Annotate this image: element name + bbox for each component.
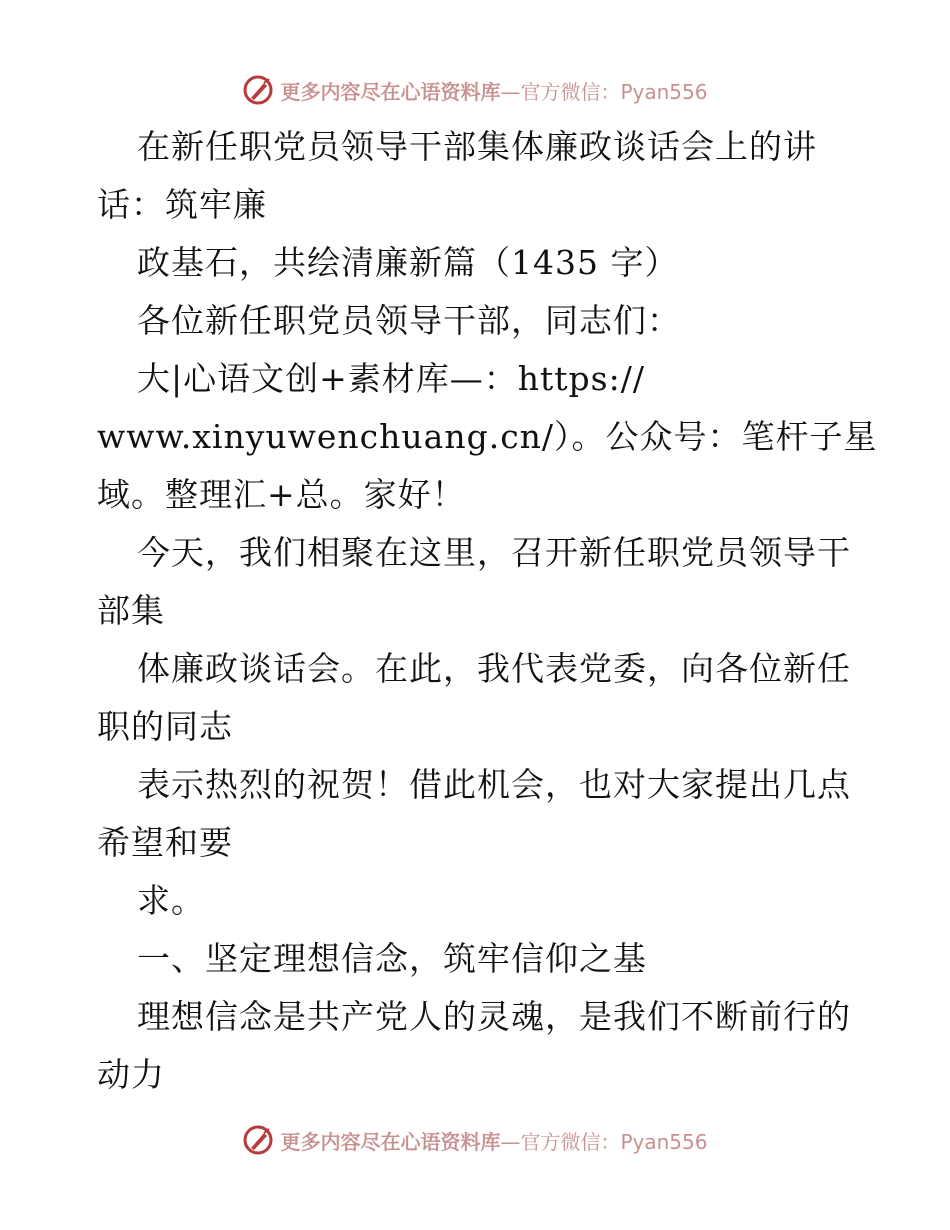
footer-banner	[0, 1120, 950, 1160]
text-line: www.xinyuwenchuang.cn/）。公众号：笔杆子星	[97, 417, 878, 456]
document-body	[97, 118, 877, 1104]
text-line: 理想信念是共产党人的灵魂，是我们不断前行的	[137, 997, 851, 1036]
text-line: 政基石，共绘清廉新篇（1435 字）	[137, 243, 679, 282]
banner-contact: 官方微信：Pyan556	[520, 79, 708, 104]
text-line: 表示热烈的祝贺！借此机会，也对大家提出几点	[137, 765, 851, 804]
text-line: 各位新任职党员领导干部，同志们：	[137, 301, 681, 340]
banner-text	[280, 1126, 707, 1155]
text-line: 动力	[97, 1055, 165, 1094]
banner-separator: —	[500, 1129, 521, 1154]
quill-logo-icon	[242, 1124, 274, 1156]
banner-separator: —	[500, 79, 521, 104]
banner-text	[280, 76, 707, 105]
banner-contact: 官方微信：Pyan556	[520, 1129, 708, 1154]
banner-main: 更多内容尽在心语资料库	[280, 79, 501, 104]
text-line: 话：筑牢廉	[97, 185, 267, 224]
text-line: 部集	[97, 591, 165, 630]
text-line: 大|心语文创+素材库—：https://	[137, 359, 645, 398]
text-line: 职的同志	[97, 707, 233, 746]
text-line: 今天，我们相聚在这里，召开新任职党员领导干	[137, 533, 851, 572]
text-line: 希望和要	[97, 823, 233, 862]
text-line: 在新任职党员领导干部集体廉政谈话会上的讲	[137, 127, 817, 166]
text-line: 体廉政谈话会。在此，我代表党委，向各位新任	[137, 649, 851, 688]
text-line: 求。	[137, 881, 205, 920]
quill-logo-icon	[242, 74, 274, 106]
section-heading: 一、坚定理想信念，筑牢信仰之基	[137, 939, 647, 978]
text-line: 域。整理汇+总。家好！	[97, 475, 466, 514]
banner-main: 更多内容尽在心语资料库	[280, 1129, 501, 1154]
header-banner	[0, 70, 950, 110]
